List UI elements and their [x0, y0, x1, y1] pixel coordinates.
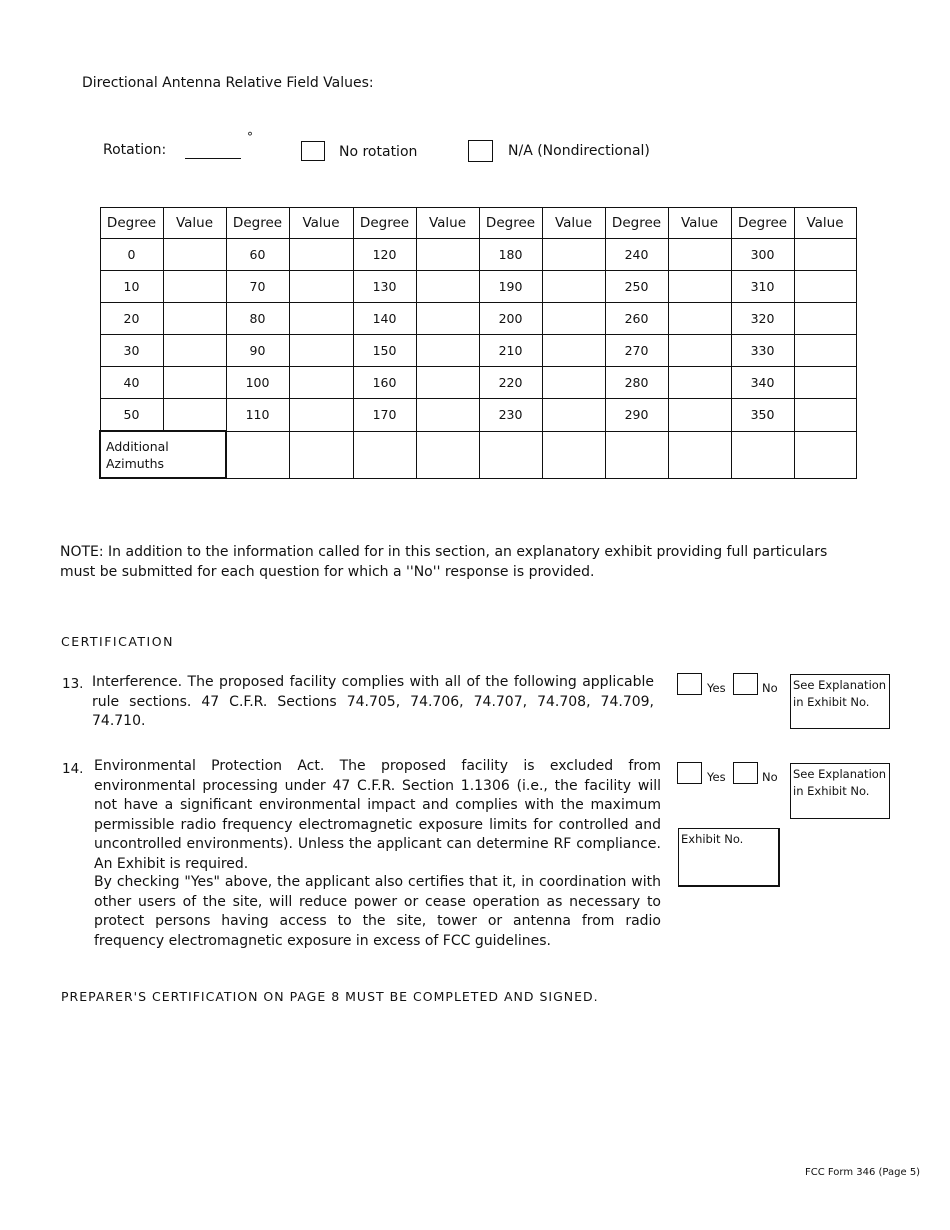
degree-cell: 200 [479, 303, 542, 335]
value-cell[interactable] [668, 239, 731, 271]
value-cell[interactable] [794, 399, 856, 432]
azimuth-cell[interactable] [605, 431, 668, 478]
header-value: Value [794, 208, 856, 239]
header-degree: Degree [731, 208, 794, 239]
degree-cell: 230 [479, 399, 542, 432]
q13-text: Interference. The proposed facility complies with all of the following applicable rule sections. 47 C.F.R. Sections 74.705, 74.706, 74.707, 74.708, 74.709, 74.710. [92, 674, 654, 729]
table-header-row [100, 208, 856, 239]
degree-cell: 60 [226, 239, 289, 271]
degree-cell: 330 [731, 335, 794, 367]
degree-cell: 300 [731, 239, 794, 271]
degree-cell: 150 [353, 335, 416, 367]
value-cell[interactable] [542, 399, 605, 432]
azimuth-cell[interactable] [794, 431, 856, 478]
degree-cell: 140 [353, 303, 416, 335]
value-cell[interactable] [668, 303, 731, 335]
value-cell[interactable] [289, 367, 353, 399]
table-row [100, 335, 856, 367]
degree-cell: 90 [226, 335, 289, 367]
value-cell[interactable] [542, 335, 605, 367]
table-row [100, 367, 856, 399]
value-cell[interactable] [163, 239, 226, 271]
value-cell[interactable] [794, 271, 856, 303]
antenna-heading: Directional Antenna Relative Field Values: [82, 75, 374, 91]
nondirectional-label: N/A (Nondirectional) [508, 143, 650, 159]
value-cell[interactable] [794, 335, 856, 367]
degree-cell: 310 [731, 271, 794, 303]
additional-label-line1: Additional [106, 438, 169, 454]
q13-exhibit-field[interactable] [790, 674, 890, 729]
q13-yes-checkbox[interactable] [677, 673, 702, 695]
degree-cell: 210 [479, 335, 542, 367]
value-cell[interactable] [542, 239, 605, 271]
q14-no-label: No [762, 770, 778, 784]
header-value: Value [163, 208, 226, 239]
q14-number: 14. [62, 761, 84, 777]
additional-label-line2: Azimuths [106, 455, 165, 471]
azimuth-cell[interactable] [542, 431, 605, 478]
value-cell[interactable] [668, 335, 731, 367]
rotation-label: Rotation: [103, 142, 167, 158]
degree-cell: 280 [605, 367, 668, 399]
degree-cell: 30 [100, 335, 163, 367]
q13-no-checkbox[interactable] [733, 673, 758, 695]
value-cell[interactable] [163, 399, 226, 432]
header-degree: Degree [605, 208, 668, 239]
azimuth-cell[interactable] [668, 431, 731, 478]
value-cell[interactable] [416, 271, 479, 303]
value-cell[interactable] [542, 367, 605, 399]
value-cell[interactable] [163, 271, 226, 303]
degree-symbol: ° [247, 130, 253, 144]
degree-cell: 220 [479, 367, 542, 399]
degree-cell: 160 [353, 367, 416, 399]
preparer-notice: PREPARER'S CERTIFICATION ON PAGE 8 MUST BE COMPLETED AND SIGNED. [61, 989, 599, 1004]
q14-text-1: Environmental Protection Act. The proposed facility is excluded from environmental processing under 47 C.F.R. Section 1.1306 (i.e., the facility will not have a significant environmental impact and complies with the maximum permissible radio frequency electromagnetic exposure limits for controlled and uncontrolled environments). Unless the applicant can determine RF compliance. An Exhibit is required. [94, 758, 661, 872]
degree-cell: 260 [605, 303, 668, 335]
header-value: Value [289, 208, 353, 239]
additional-azimuths-label [100, 431, 226, 478]
degree-cell: 340 [731, 367, 794, 399]
degree-cell: 80 [226, 303, 289, 335]
value-cell[interactable] [416, 303, 479, 335]
q13-yes-label: Yes [707, 681, 726, 695]
no-rotation-checkbox[interactable] [301, 141, 325, 161]
q13-see-line2: in Exhibit No. [793, 695, 870, 709]
degree-cell: 350 [731, 399, 794, 432]
header-degree: Degree [479, 208, 542, 239]
degree-cell: 240 [605, 239, 668, 271]
value-cell[interactable] [163, 367, 226, 399]
q14-see-line1: See Explanation [793, 767, 887, 781]
q14-exhibit-label: Exhibit No. [681, 832, 744, 846]
degree-cell: 320 [731, 303, 794, 335]
q14-see-line2: in Exhibit No. [793, 784, 870, 798]
header-degree: Degree [353, 208, 416, 239]
value-cell[interactable] [794, 367, 856, 399]
degree-cell: 20 [100, 303, 163, 335]
value-cell[interactable] [289, 335, 353, 367]
value-cell[interactable] [289, 303, 353, 335]
header-value: Value [416, 208, 479, 239]
header-value: Value [542, 208, 605, 239]
degree-cell: 130 [353, 271, 416, 303]
azimuth-cell[interactable] [289, 431, 353, 478]
degree-cell: 0 [100, 239, 163, 271]
degree-cell: 190 [479, 271, 542, 303]
header-value: Value [668, 208, 731, 239]
degree-cell: 270 [605, 335, 668, 367]
azimuth-cell[interactable] [226, 431, 289, 478]
q13-number: 13. [62, 676, 84, 692]
q13-no-label: No [762, 681, 778, 695]
q14-exhibit-field[interactable] [678, 828, 780, 887]
table-row [100, 271, 856, 303]
field-values-table [99, 207, 857, 479]
value-cell[interactable] [416, 399, 479, 432]
table-row [100, 303, 856, 335]
value-cell[interactable] [416, 335, 479, 367]
note-text: NOTE: In addition to the information called for in this section, an explanatory exhibit providing full particulars must be submitted for each question for which a ''No'' response is provided. [60, 544, 828, 580]
value-cell[interactable] [668, 367, 731, 399]
q14-explanation-field[interactable] [790, 763, 890, 819]
degree-cell: 290 [605, 399, 668, 432]
degree-cell: 250 [605, 271, 668, 303]
degree-cell: 120 [353, 239, 416, 271]
table-row [100, 239, 856, 271]
certification-heading: CERTIFICATION [61, 634, 174, 649]
header-degree: Degree [100, 208, 163, 239]
q14-yes-checkbox[interactable] [677, 762, 702, 784]
q14-yes-label: Yes [707, 770, 726, 784]
no-rotation-label: No rotation [339, 144, 418, 160]
additional-azimuths-row [100, 431, 856, 478]
azimuth-cell[interactable] [731, 431, 794, 478]
table-row [100, 399, 856, 432]
value-cell[interactable] [542, 271, 605, 303]
azimuth-cell[interactable] [479, 431, 542, 478]
value-cell[interactable] [668, 271, 731, 303]
q14-text-2: By checking "Yes" above, the applicant also certifies that it, in coordination with other users of the site, will reduce power or cease operation as necessary to protect persons having access to the site, tower or antenna from radio frequency electromagnetic exposure in excess of FCC guidelines. [94, 874, 661, 949]
value-cell[interactable] [416, 367, 479, 399]
nondirectional-checkbox[interactable] [468, 140, 493, 162]
azimuth-cell[interactable] [353, 431, 416, 478]
degree-cell: 40 [100, 367, 163, 399]
degree-cell: 10 [100, 271, 163, 303]
azimuth-cell[interactable] [416, 431, 479, 478]
value-cell[interactable] [163, 335, 226, 367]
q13-see-line1: See Explanation [793, 678, 887, 692]
degree-cell: 70 [226, 271, 289, 303]
degree-cell: 110 [226, 399, 289, 432]
value-cell[interactable] [542, 303, 605, 335]
degree-cell: 170 [353, 399, 416, 432]
degree-cell: 50 [100, 399, 163, 432]
page-footer: FCC Form 346 (Page 5) [805, 1167, 921, 1178]
value-cell[interactable] [416, 239, 479, 271]
value-cell[interactable] [289, 399, 353, 432]
value-cell[interactable] [289, 239, 353, 271]
q14-no-checkbox[interactable] [733, 762, 758, 784]
value-cell[interactable] [289, 271, 353, 303]
value-cell[interactable] [163, 303, 226, 335]
value-cell[interactable] [668, 399, 731, 432]
rotation-input[interactable] [185, 158, 241, 159]
degree-cell: 100 [226, 367, 289, 399]
degree-cell: 180 [479, 239, 542, 271]
value-cell[interactable] [794, 303, 856, 335]
header-degree: Degree [226, 208, 289, 239]
value-cell[interactable] [794, 239, 856, 271]
